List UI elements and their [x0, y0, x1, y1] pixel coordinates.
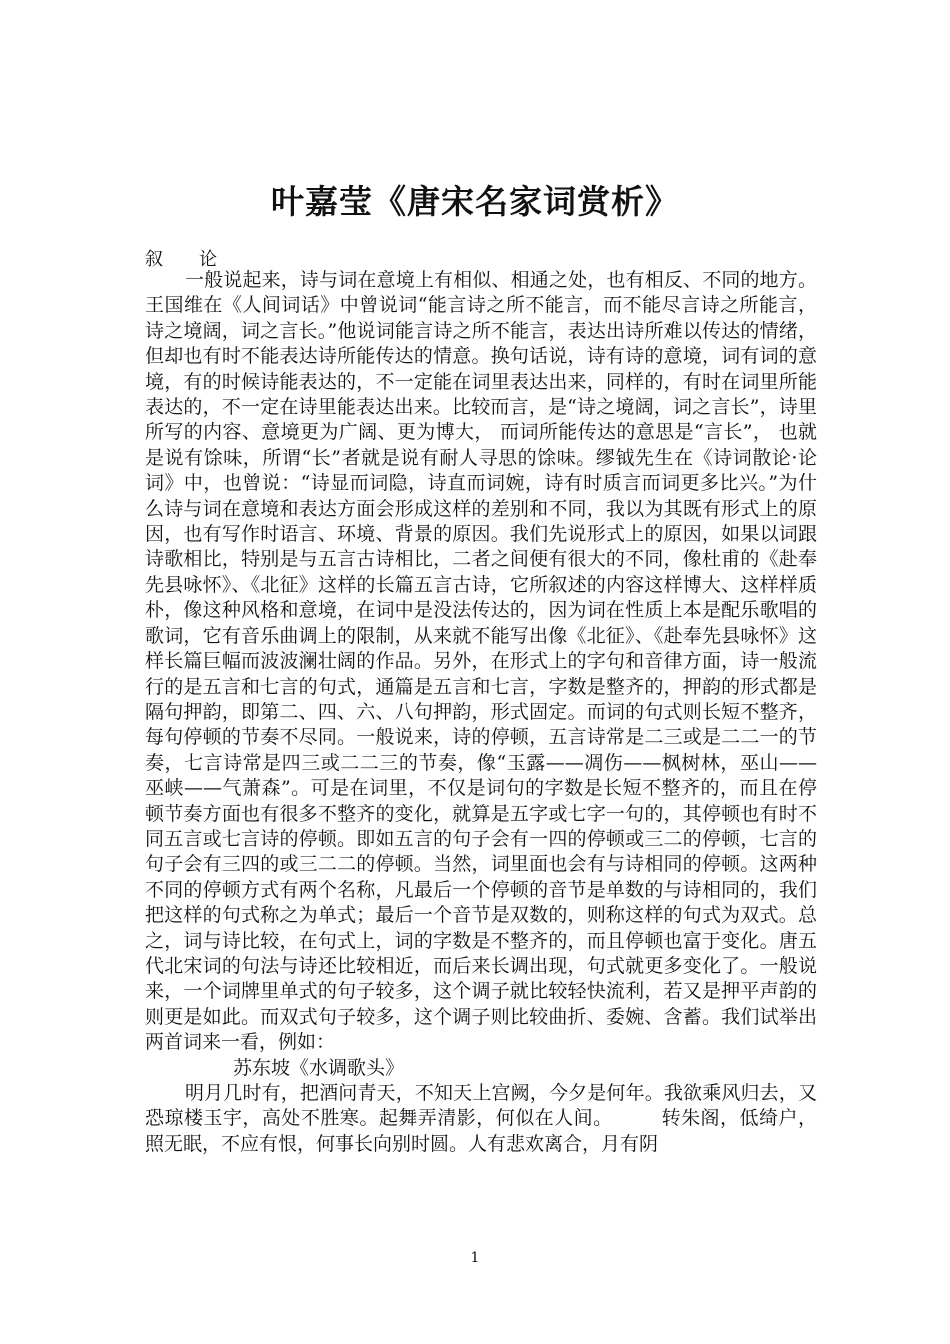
page-number: 1: [470, 1250, 480, 1266]
poem-title: 苏东坡《水调歌头》: [233, 1056, 405, 1079]
document-body: [145, 268, 817, 1157]
poem-text: 明月几时有，把酒问青天，不知天上宫阙，今夕是何年。我欲乘风归去，又恐琼楼玉宇，高处不胜寒。起舞弄清影，何似在人间。 转朱阁，低绮户，照无眠，不应有恨，何事长向别时圆。人有悲欢离合，月有阴: [145, 1082, 817, 1155]
document-title: 叶嘉莹《唐宋名家词赏析》: [271, 182, 679, 221]
body-paragraph: 一般说起来，诗与词在意境上有相似、相通之处，也有相反、不同的地方。王国维在《人间词话》中曾说词“能言诗之所不能言，而不能尽言诗之所能言，诗之境阔，词之言长。”他说词能言诗之所不能言，表达出诗所难以传达的情绪，但却也有时不能表达诗所能传达的情意。换句话说，诗有诗的意境，词有词的意境，有的时候诗能表达的，不一定能在词里表达出来，同样的，有时在词里所能表达的，不一定在诗里能表达出来。比较而言，是“诗之境阔，词之言长”，诗里所写的内容、意境更为广阔、更为博大， 而词所能传达的意思是“言长”， 也就是说有馀味，所谓“长”者就是说有耐人寻思的馀味。缪钺先生在《诗词散论·论词》中，也曾说：“诗显而词隐，诗直而词婉，诗有时质言而词更多比兴。”为什么诗与词在意境和表达方面会形成这样的差别和不同，我以为其既有形式上的原因，也有写作时语言、环境、背景的原因。我们先说形式上的原因，如果以词跟诗歌相比，特别是与五言古诗相比，二者之间便有很大的不同，像杜甫的《赴奉先县咏怀》、《北征》这样的长篇五言古诗，它所叙述的内容这样博大、这样样质朴，像这种风格和意境，在词中是没法传达的，因为词在性质上本是配乐歌唱的歌词，它有音乐曲调上的限制，从来就不能写出像《北征》、《赴奉先县咏怀》这样长篇巨幅而波波澜壮阔的作品。另外，在形式上的字句和音律方面，诗一般流行的是五言和七言的句式，通篇是五言和七言，字数是整齐的，押韵的形式都是隔句押韵，即第二、四、六、八句押韵，形式固定。而词的句式则长短不整齐，每句停顿的节奏不尽同。一般说来，诗的停顿，五言诗常是二三或是二二一的节奏，七言诗常是四三或二二三的节奏，像“玉露——凋伤——枫树林，巫山——巫峡——气萧森”。可是在词里，不仅是词句的字数是长短不整齐的，而且在停顿节奏方面也有很多不整齐的变化，就算是五字或七字一句的，其停顿也有时不同五言或七言诗的停顿。即如五言的句子会有一四的停顿或三二的停顿，七言的句子会有三四的或三二二的停顿。当然，词里面也会有与诗相同的停顿。这两种不同的停顿方式有两个名称，凡最后一个停顿的音节是单数的与诗相同的，我们把这样的句式称之为单式；最后一个音节是双数的，则称这样的句式为双式。总之，词与诗比较，在句式上，词的字数是不整齐的，而且停顿也富于变化。唐五代北宋词的句法与诗还比较相近，而后来长调出现，句式就更多变化了。一般说来，一个词牌里单式的句子较多，这个调子就比较轻快流利，若又是押平声韵的则更是如此。而双式句子较多，这个调子则比较曲折、委婉、含蓄。我们试举出两首词来一看，例如：: [145, 269, 817, 1054]
section-heading: 叙论: [145, 249, 253, 270]
